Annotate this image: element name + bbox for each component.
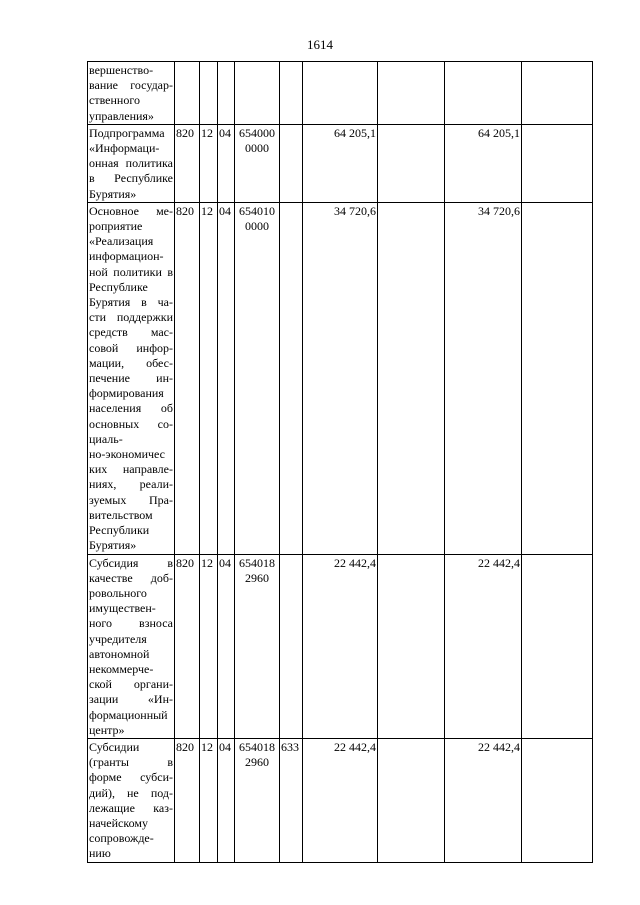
item-name-line: ровольного <box>89 585 147 600</box>
item-name-line: но-экономичес <box>89 447 165 462</box>
amount-cell <box>378 124 445 202</box>
target-article-line: 654018 <box>239 555 275 570</box>
item-name-line: Бурятия в ча- <box>89 295 173 310</box>
amount-cell <box>378 62 445 125</box>
amount-cell <box>522 738 593 862</box>
amount-cell <box>303 62 378 125</box>
target-article-line: 2960 <box>245 570 269 585</box>
item-name-line: нию <box>89 846 111 861</box>
amount-cell <box>378 738 445 862</box>
subsection-code-cell: 04 <box>218 738 235 862</box>
item-name-line: начейскому <box>89 815 148 830</box>
item-name-line: в Республике <box>89 171 173 186</box>
section-code-cell: 12 <box>200 554 218 738</box>
item-name-line: центр» <box>89 722 125 737</box>
table-row <box>88 202 593 554</box>
admin-code-cell: 820 <box>175 738 200 862</box>
amount-cell <box>522 202 593 554</box>
amount-cell: 64 205,1 <box>303 124 378 202</box>
amount-cell: 34 720,6 <box>445 202 522 554</box>
section-code-cell <box>200 62 218 125</box>
item-name-line: зуемых Пра- <box>89 492 173 507</box>
item-name-line: лежащие каз- <box>89 800 173 815</box>
table-row <box>88 62 593 125</box>
item-name-line: основных со- <box>89 416 173 431</box>
table-row <box>88 738 593 862</box>
item-name-line: онная политика <box>89 156 173 171</box>
item-name-line: Субсидии <box>89 739 140 754</box>
expense-type-cell <box>280 62 303 125</box>
item-name-line: Субсидия в <box>89 555 173 570</box>
subsection-code-cell: 04 <box>218 124 235 202</box>
amount-cell <box>522 124 593 202</box>
amount-cell <box>378 554 445 738</box>
item-name-line: управления» <box>89 108 154 123</box>
admin-code-cell: 820 <box>175 202 200 554</box>
item-name-cell <box>88 62 175 125</box>
target-article-line: 0000 <box>245 219 269 234</box>
subsection-code-cell: 04 <box>218 202 235 554</box>
target-article-line: 654010 <box>239 203 275 218</box>
target-article-line: 0000 <box>245 141 269 156</box>
amount-cell: 22 442,4 <box>303 738 378 862</box>
item-name-line: роприятие <box>89 219 143 234</box>
item-name-line: «Реализация <box>89 234 154 249</box>
item-name-line: зации «Ин- <box>89 692 173 707</box>
item-name-line: вание государ- <box>89 78 173 93</box>
expense-type-cell <box>280 554 303 738</box>
section-code-cell: 12 <box>200 202 218 554</box>
item-name-line: ской органи- <box>89 677 173 692</box>
item-name-line: некоммерче- <box>89 661 154 676</box>
item-name-cell <box>88 738 175 862</box>
target-article-line: 654018 <box>239 739 275 754</box>
amount-cell <box>445 62 522 125</box>
item-name-line: ниях, реали- <box>89 477 173 492</box>
item-name-line: сопровожде- <box>89 831 154 846</box>
item-name-line: сти поддержки <box>89 310 173 325</box>
admin-code-cell: 820 <box>175 124 200 202</box>
amount-cell <box>378 202 445 554</box>
item-name-line: Бурятия» <box>89 538 137 553</box>
expense-type-cell <box>280 124 303 202</box>
admin-code-cell <box>175 62 200 125</box>
item-name-cell <box>88 124 175 202</box>
table-row <box>88 124 593 202</box>
item-name-line: Республики <box>89 523 150 538</box>
item-name-cell <box>88 554 175 738</box>
subsection-code-cell <box>218 62 235 125</box>
table-row <box>88 554 593 738</box>
item-name-line: Бурятия» <box>89 186 137 201</box>
budget-table-body <box>88 62 593 863</box>
amount-cell <box>522 554 593 738</box>
item-name-line: совой инфор- <box>89 340 173 355</box>
section-code-cell: 12 <box>200 738 218 862</box>
target-article-cell <box>235 124 280 202</box>
amount-cell: 64 205,1 <box>445 124 522 202</box>
target-article-cell <box>235 554 280 738</box>
budget-table <box>87 61 593 863</box>
item-name-line: формационный <box>89 707 168 722</box>
amount-cell: 22 442,4 <box>303 554 378 738</box>
item-name-line: печение ин- <box>89 371 173 386</box>
page-number: 1614 <box>307 37 333 52</box>
item-name-line: качестве доб- <box>89 570 173 585</box>
item-name-line: ной политики в <box>89 264 173 279</box>
item-name-cell <box>88 202 175 554</box>
section-code-cell: 12 <box>200 124 218 202</box>
item-name-line: (гранты в <box>89 755 173 770</box>
item-name-line: формирования <box>89 386 164 401</box>
target-article-cell <box>235 62 280 125</box>
item-name-line: средств мас- <box>89 325 173 340</box>
item-name-line: дий), не под- <box>89 785 173 800</box>
item-name-line: информацион- <box>89 249 164 264</box>
target-article-cell <box>235 202 280 554</box>
subsection-code-cell: 04 <box>218 554 235 738</box>
item-name-line: Основное ме- <box>89 203 173 218</box>
item-name-line: ственного <box>89 93 140 108</box>
item-name-line: автономной <box>89 646 150 661</box>
expense-type-cell: 633 <box>280 738 303 862</box>
item-name-line: имуществен- <box>89 601 156 616</box>
amount-cell: 34 720,6 <box>303 202 378 554</box>
expense-type-cell <box>280 202 303 554</box>
item-name-line: «Информаци- <box>89 141 160 156</box>
item-name-line: Республике <box>89 279 148 294</box>
target-article-cell <box>235 738 280 862</box>
item-name-line: учредителя <box>89 631 147 646</box>
item-name-line: ких направле- <box>89 462 173 477</box>
amount-cell: 22 442,4 <box>445 738 522 862</box>
item-name-line: вершенство- <box>89 63 154 77</box>
item-name-line: населения об <box>89 401 173 416</box>
admin-code-cell: 820 <box>175 554 200 738</box>
item-name-line: мации, обес- <box>89 355 173 370</box>
item-name-line: циаль- <box>89 431 123 446</box>
item-name-line: вительством <box>89 507 153 522</box>
target-article-line: 2960 <box>245 755 269 770</box>
item-name-line: ного взноса <box>89 616 173 631</box>
amount-cell: 22 442,4 <box>445 554 522 738</box>
item-name-line: Подпрограмма <box>89 125 165 140</box>
amount-cell <box>522 62 593 125</box>
target-article-line: 654000 <box>239 125 275 140</box>
item-name-line: форме субси- <box>89 770 173 785</box>
